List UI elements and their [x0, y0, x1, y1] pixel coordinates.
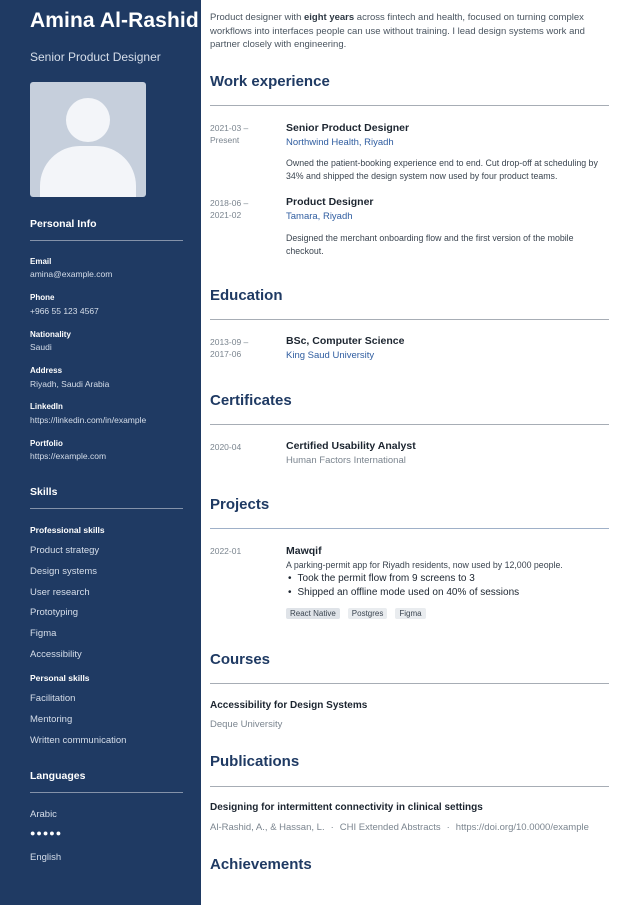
sidebar — [0, 0, 201, 905]
linkedin-link[interactable]: https://linkedin.com/in/example — [30, 415, 147, 425]
skill-item: Prototyping — [30, 607, 79, 618]
language-name: Arabic — [30, 809, 57, 820]
phone-label: Phone — [30, 293, 55, 302]
avatar-body-shape — [40, 146, 136, 197]
date-end: Present — [210, 135, 240, 145]
language-name: English — [30, 852, 62, 863]
avatar-head-shape — [66, 98, 110, 142]
certificate-date: 2020-04 — [210, 442, 242, 452]
job-description: Designed the merchant onboarding flow and the first version of the mobile checkout. — [286, 233, 574, 256]
projects-heading: Projects — [210, 496, 270, 513]
skill-item: Written communication — [30, 735, 127, 746]
skill-item: Product strategy — [30, 545, 100, 556]
degree-title: BSc, Computer Science — [286, 335, 405, 347]
skill-item: Mentoring — [30, 714, 73, 725]
linkedin-label: LinkedIn — [30, 402, 63, 411]
address-value: Riyadh, Saudi Arabia — [30, 379, 110, 389]
candidate-name: Amina Al-Rashid — [30, 9, 199, 32]
date-start: 2013-09 – — [210, 337, 249, 347]
phone-value[interactable]: +966 55 123 4567 — [30, 306, 99, 316]
job-description: Owned the patient-booking experience end to end. Cut drop-off at scheduling by 34% and shipped the design system now used by four product teams. — [286, 158, 598, 181]
certificates-heading: Certificates — [210, 392, 292, 409]
section-divider — [210, 424, 609, 425]
work-date — [210, 197, 248, 221]
summary-highlight: eight years — [304, 12, 355, 23]
date-start: 2018-06 – — [210, 198, 249, 208]
summary-text: Product designer with — [210, 12, 304, 23]
nationality-label: Nationality — [30, 330, 71, 339]
portfolio-label: Portfolio — [30, 439, 63, 448]
profile-summary — [210, 11, 610, 52]
section-divider — [210, 786, 609, 787]
portfolio-link[interactable]: https://example.com — [30, 451, 107, 461]
email-value[interactable]: amina@example.com — [30, 269, 113, 279]
job-company: Northwind Health, Riyadh — [286, 137, 394, 148]
job-title: Senior Product Designer — [286, 122, 410, 134]
project-tags — [286, 608, 426, 619]
personal-skills-heading: Personal skills — [30, 673, 90, 683]
certificate-issuer: Human Factors International — [286, 455, 406, 466]
summary-text: across fintech and health, focused on turning complex workflows into interfaces people can use without training. I lead design systems work and partner closely with engineering. — [210, 12, 585, 50]
section-divider — [210, 528, 609, 529]
education-date — [210, 336, 248, 360]
skill-item: Design systems — [30, 566, 98, 577]
meta-separator: · — [330, 822, 334, 833]
project-title: Mawqif — [286, 545, 322, 557]
publication-meta — [210, 822, 589, 833]
date-end: 2017-06 — [210, 349, 242, 359]
school-name: King Saud University — [286, 350, 375, 361]
tech-tag: Postgres — [348, 608, 388, 619]
tech-tag: Figma — [395, 608, 425, 619]
skill-item: Figma — [30, 628, 57, 639]
meta-separator: · — [446, 822, 450, 833]
skills-heading: Skills — [30, 486, 183, 509]
courses-heading: Courses — [210, 651, 271, 668]
course-title: Accessibility for Design Systems — [210, 700, 368, 711]
project-bullet: • Shipped an offline mode used on 40% of sessions — [286, 586, 519, 600]
section-divider — [210, 319, 609, 320]
publication-venue: CHI Extended Abstracts — [339, 822, 441, 833]
skill-item: Accessibility — [30, 649, 82, 660]
skill-item: User research — [30, 587, 90, 598]
project-description: A parking-permit app for Riyadh residents, now used by 12,000 people. — [286, 560, 563, 570]
job-company: Tamara, Riyadh — [286, 211, 353, 222]
job-title: Product Designer — [286, 196, 374, 208]
languages-heading: Languages — [30, 770, 183, 793]
achievements-heading: Achievements — [210, 856, 312, 873]
candidate-role: Senior Product Designer — [30, 50, 161, 64]
course-provider: Deque University — [210, 719, 283, 730]
publications-heading: Publications — [210, 753, 300, 770]
skill-item: Facilitation — [30, 693, 76, 704]
nationality-value: Saudi — [30, 342, 52, 352]
work-experience-heading: Work experience — [210, 73, 330, 90]
project-bullet: • Took the permit flow from 9 screens to 3 — [286, 572, 519, 586]
certificate-title: Certified Usability Analyst — [286, 440, 416, 452]
date-end: 2021-02 — [210, 210, 242, 220]
date-start: 2021-03 – — [210, 123, 249, 133]
publication-title: Designing for intermittent connectivity in clinical settings — [210, 802, 483, 813]
profile-photo-placeholder — [30, 82, 146, 197]
section-divider — [210, 683, 609, 684]
project-date: 2022-01 — [210, 546, 242, 556]
publication-authors: Al-Rashid, A., & Hassan, L. — [210, 822, 325, 833]
tech-tag: React Native — [286, 608, 340, 619]
email-label: Email — [30, 257, 52, 266]
publication-doi-link[interactable]: https://doi.org/10.0000/example — [455, 822, 589, 833]
work-date — [210, 122, 248, 146]
address-label: Address — [30, 366, 63, 375]
project-bullets — [286, 572, 519, 600]
education-heading: Education — [210, 287, 283, 304]
language-level-rating: ●●●●● — [30, 828, 63, 838]
professional-skills-heading: Professional skills — [30, 525, 105, 535]
personal-info-heading: Personal Info — [30, 218, 183, 241]
section-divider — [210, 105, 609, 106]
